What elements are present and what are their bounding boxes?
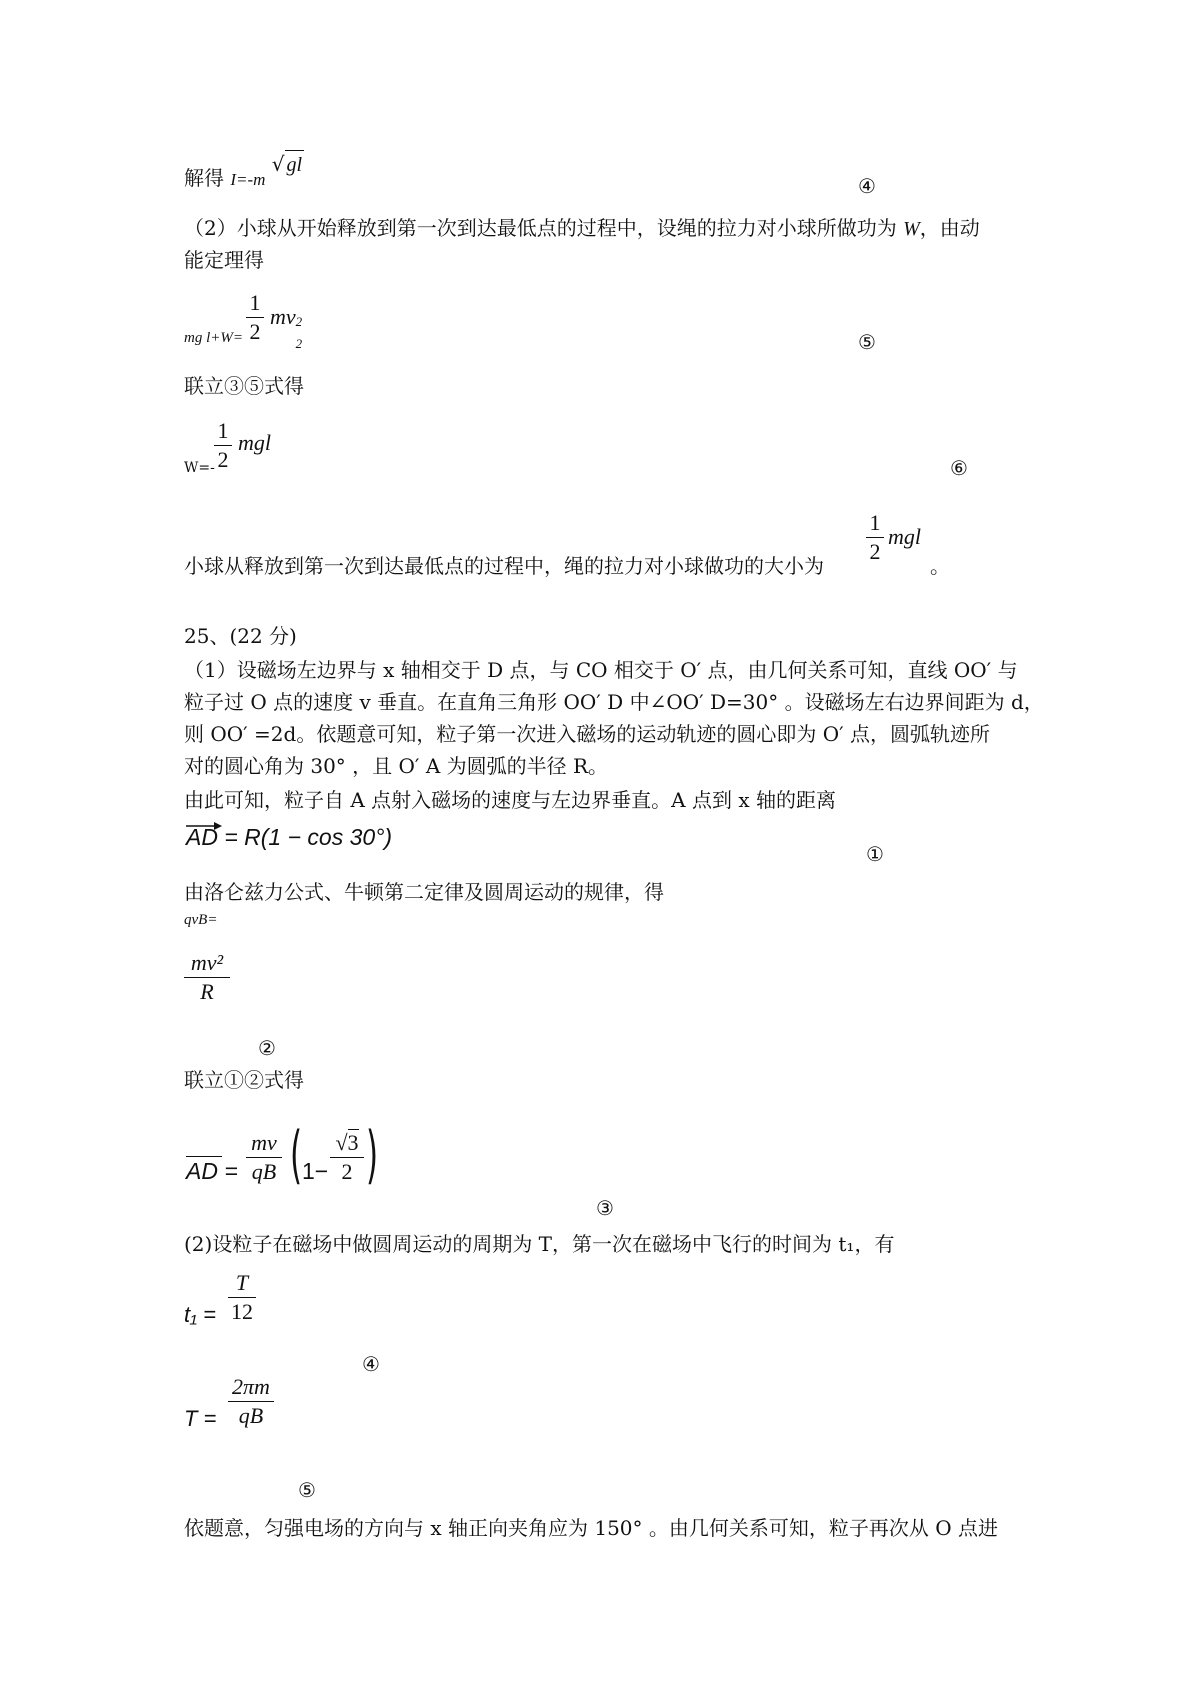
- marker-4a: ④: [858, 174, 876, 198]
- last-line: 依题意，匀强电场的方向与 x 轴正向夹角应为 150° 。由几何关系可知，粒子再次从 O 点进: [184, 1516, 998, 1540]
- right-paren: ): [366, 1118, 379, 1191]
- sqrt3-over-2: √3 2: [330, 1130, 364, 1185]
- marker-5b: ⑤: [298, 1478, 316, 1502]
- sqrt-gl: √ gl: [272, 150, 304, 179]
- ad-mv-qb-fraction: mv qB: [246, 1130, 282, 1185]
- period-lhs: T =: [184, 1406, 217, 1431]
- one-minus: 1−: [302, 1158, 329, 1184]
- q25-line4: 对的圆心角为 30° ，且 O′ A 为圆弧的半径 R。: [184, 754, 609, 778]
- work-rhs: mgl: [238, 430, 271, 455]
- period-fraction: 2πm qB: [228, 1374, 274, 1429]
- energy-rhs: mv 2 2: [270, 304, 303, 351]
- combine-35: 联立③⑤式得: [184, 374, 304, 398]
- ad-lhs: AD =: [186, 1158, 238, 1184]
- marker-2: ②: [258, 1036, 276, 1060]
- marker-5a: ⑤: [858, 330, 876, 354]
- solve-line: [184, 152, 304, 194]
- energy-fraction: 1 2: [246, 290, 264, 345]
- t1-fraction: T 12: [228, 1270, 256, 1325]
- marker-3: ③: [596, 1196, 614, 1220]
- conclusion-rhs: mgl: [888, 524, 921, 549]
- q25-line3: 则 OO′ =2d。依题意可知，粒子第一次进入磁场的运动轨迹的圆心即为 O′ 点，圆弧轨迹所: [184, 722, 990, 746]
- conclusion-fraction: 1 2: [866, 510, 884, 565]
- part2-period-line: (2)设粒子在磁场中做圆周运动的周期为 T，第一次在磁场中飞行的时间为 t₁，有: [184, 1232, 895, 1256]
- conclusion-line: 小球从释放到第一次到达最低点的过程中，绳的拉力对小球做功的大小为: [184, 554, 824, 578]
- conclusion-end: 。: [930, 554, 950, 578]
- solve-prefix: 解得: [184, 166, 224, 190]
- centripetal-fraction: mv² R: [184, 950, 230, 1005]
- q25-line1: （1）设磁场左边界与 x 轴相交于 D 点，与 CO 相交于 O′ 点，由几何关系可知，直线 OO′ 与: [184, 658, 1018, 682]
- q25-line2: 粒子过 O 点的速度 v 垂直。在直角三角形 OO′ D 中∠OO′ D=30° 。设磁场左右边界间距为 d，: [184, 690, 1044, 714]
- ad-overline: [186, 1156, 222, 1157]
- work-fraction: 1 2: [214, 418, 232, 473]
- part2-line2: 能定理得: [184, 248, 264, 272]
- work-lhs: W=-: [184, 460, 215, 476]
- t1-lhs: t₁ =: [184, 1302, 217, 1327]
- ad-equation: AD = R(1 − cos 30°): [186, 824, 393, 850]
- solve-equation: I=-m: [230, 170, 266, 189]
- left-paren: (: [290, 1118, 303, 1191]
- part2-line1: （2）小球从开始释放到第一次到达最低点的过程中，设绳的拉力对小球所做功为 W，由动: [184, 216, 980, 240]
- q25-header: 25、(22 分): [184, 624, 297, 648]
- lorentz-line: 由洛仑兹力公式、牛顿第二定律及圆周运动的规律，得: [184, 880, 664, 904]
- energy-lhs: mg l+W=: [184, 330, 243, 346]
- q25-line5: 由此可知，粒子自 A 点射入磁场的速度与左边界垂直。A 点到 x 轴的距离: [184, 788, 836, 812]
- combine-12: 联立①②式得: [184, 1068, 304, 1092]
- qvb-label: qvB=: [184, 912, 218, 928]
- marker-6: ⑥: [950, 456, 968, 480]
- marker-4b: ④: [362, 1352, 380, 1376]
- marker-1: ①: [866, 842, 884, 866]
